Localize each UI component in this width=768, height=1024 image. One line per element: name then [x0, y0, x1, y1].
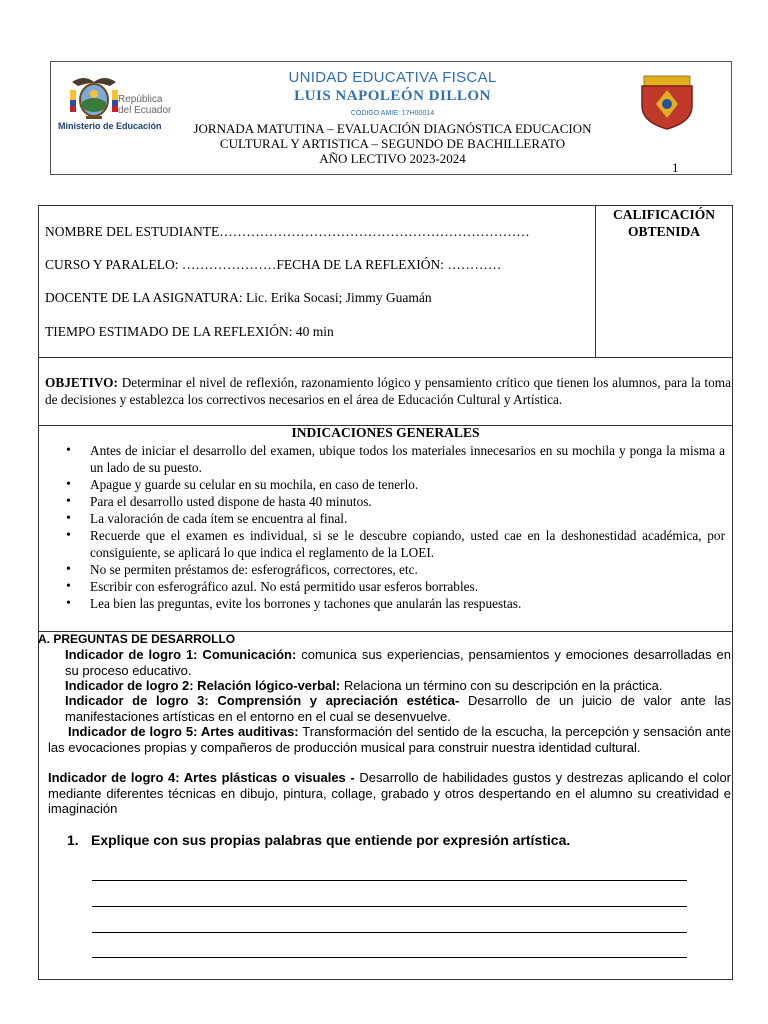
list-item: • Escribir con esferográfico azul. No está permitido usar esferos borrables. — [90, 578, 725, 595]
section-a-title: A. PREGUNTAS DE DESARROLLO — [38, 632, 236, 646]
list-item: • Apague y guarde su celular en su mochila, en caso de tenerlo. — [90, 476, 725, 493]
header-line-1: JORNADA MATUTINA – EVALUACIÓN DIAGNÓSTICA EDUCACION — [193, 121, 592, 136]
list-item: • No se permiten préstamos de: esferográficos, correctores, etc. — [90, 561, 725, 578]
amie-code: CÓDIGO AMIE: 17H00014 — [350, 110, 435, 117]
list-item: • Para el desarrollo usted dispone de hasta 40 minutos. — [90, 493, 725, 510]
answer-line[interactable] — [92, 957, 687, 958]
student-name-field: NOMBRE DEL ESTUDIANTE…………………………………………………………… — [45, 224, 530, 239]
list-item: • Antes de iniciar el desarrollo del examen, ubique todos los materiales innecesarios en su mochila y ponga la misma a un lado de su puesto. — [90, 442, 725, 476]
answer-line[interactable] — [92, 906, 687, 907]
answer-line[interactable] — [92, 932, 687, 933]
indicator-3-text: Desarrollo de un juicio de valor ante las manifestaciones artísticas en el entorno en el cual se desenvuelve. — [65, 693, 731, 724]
answer-line[interactable] — [92, 880, 687, 881]
header-line-2: CULTURAL Y ARTISTICA – SEGUNDO DE BACHILLERATO — [219, 136, 566, 151]
instructions-list — [63, 442, 725, 612]
indicator-3 — [65, 693, 731, 724]
question-1-text: Explique con sus propias palabras que entiende por expresión artística. — [91, 832, 571, 848]
indicator-3-label: Indicador de logro 3: Comprensión y apreciación estética- — [65, 693, 460, 708]
list-item: • Lea bien las preguntas, evite los borrones y tachones que anularán las respuestas. — [90, 595, 725, 612]
divider-after-student-info — [38, 357, 733, 358]
objective-paragraph — [45, 375, 731, 408]
indicator-4-text: Desarrollo de habilidades gustos y destrezas aplicando el color mediante diferentes técnicas en dibujo, pintura, collage, grabado y otros despertando en el alumno su creatividad e imaginación — [48, 770, 731, 816]
ministry-label: Ministerio de Educación — [58, 121, 162, 131]
list-item: • Recuerde que el examen es individual, si se le descubre copiando, usted cae en la deshonestidad académica, por consiguiente, se aplicará lo que indica el reglamento de la LOEI. — [90, 527, 725, 561]
indicator-2-label: Indicador de logro 2: Relación lógico-verbal: — [65, 678, 341, 693]
republic-label: República del Ecuador — [118, 94, 172, 116]
indicator-5-label: Indicador de logro 5: Artes auditivas: — [68, 724, 299, 739]
instructions-title: INDICACIONES GENERALES — [291, 425, 480, 440]
indicator-1-label: Indicador de logro 1: Comunicación: — [65, 647, 297, 662]
indicator-2 — [65, 678, 731, 694]
header-line-3: AÑO LECTIVO 2023-2024 — [319, 151, 466, 166]
column-divider — [595, 205, 596, 357]
school-name: LUIS NAPOLEÓN DILLON — [294, 88, 491, 104]
school-crest-icon — [638, 74, 696, 130]
page-number: 1 — [672, 160, 679, 175]
grade-box-title-line-2: OBTENIDA — [627, 224, 700, 239]
course-date-field: CURSO Y PARALELO: …………………FECHA DE LA REFLEXIÓN: ………… — [45, 257, 502, 272]
indicator-4 — [48, 770, 731, 817]
indicator-5 — [48, 724, 731, 755]
list-item: • La valoración de cada ítem se encuentra al final. — [90, 510, 725, 527]
objective-label: OBJETIVO: — [45, 375, 118, 390]
grade-box-title — [600, 206, 728, 240]
indicator-2-text: Relaciona un término con su descripción en la práctica. — [340, 678, 663, 693]
grade-box-title-line-1: CALIFICACIÓN — [612, 207, 715, 222]
question-1-number: 1. — [67, 832, 79, 848]
indicator-4-label: Indicador de logro 4: Artes plásticas o visuales - — [48, 770, 355, 785]
indicator-5-text: Transformación del sentido de la escucha, la percepción y sensación ante las evocaciones propias y compañeros de producción musical para construir nuestra identidad cultural. — [48, 724, 731, 755]
question-1 — [67, 832, 570, 848]
indicator-1-text: comunica sus experiencias, pensamientos y emociones desarrolladas en su proceso educativo. — [65, 647, 731, 678]
school-type: UNIDAD EDUCATIVA FISCAL — [288, 69, 497, 86]
objective-text: Determinar el nivel de reflexión, razonamiento lógico y pensamiento crítico que tienen los alumnos, para la toma de decisiones y establezca los correctivos necesarios en el área de Educación Cultural y Artística. — [45, 375, 731, 407]
teacher-field: DOCENTE DE LA ASIGNATURA: Lic. Erika Socasi; Jimmy Guamán — [45, 290, 432, 305]
time-field: TIEMPO ESTIMADO DE LA REFLEXIÓN: 40 min — [45, 324, 334, 339]
indicator-1 — [65, 647, 731, 678]
